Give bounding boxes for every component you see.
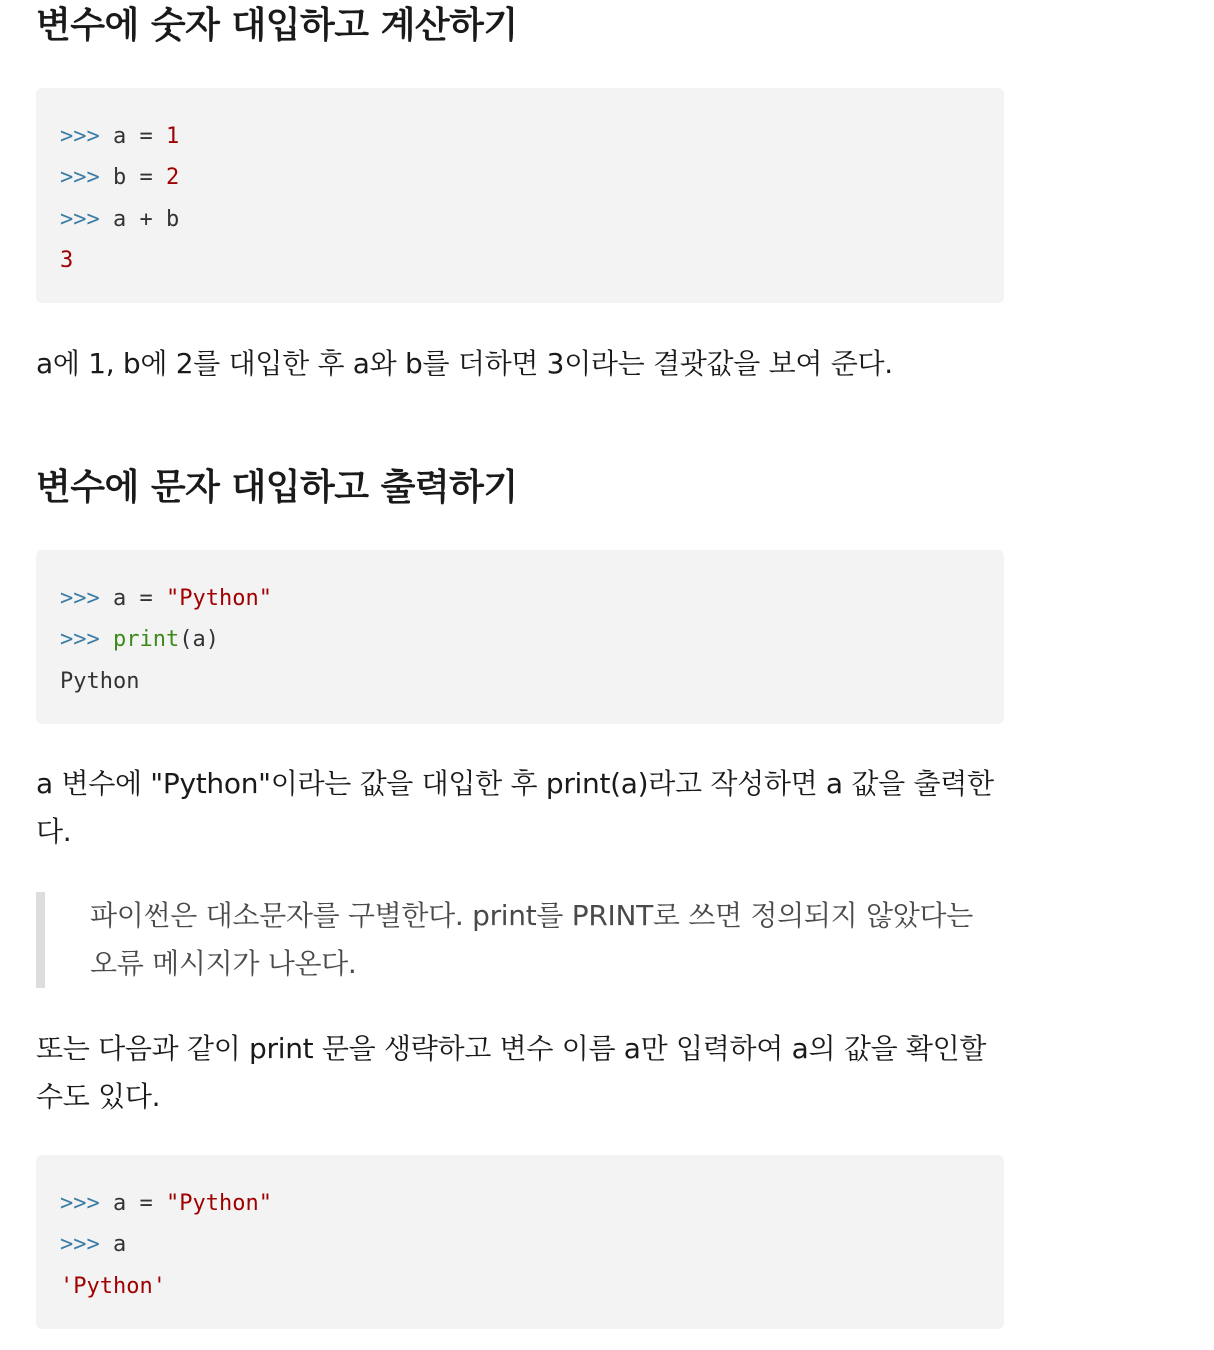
code-block-print [36,550,1004,724]
code-token: a [113,1232,127,1258]
prompt: >>> [60,206,100,232]
code-token: Python [60,668,140,694]
code-output [60,1266,980,1307]
code-token: = [139,1191,153,1216]
code-block-numbers [36,88,1004,303]
prompt: >>> [60,586,100,611]
code-block-repl-value [36,1155,1004,1329]
code-line [60,199,980,240]
code-token: = [139,586,153,611]
prompt: >>> [60,165,100,191]
paragraph-numbers: a에 1, b에 2를 대입한 후 a와 b를 더하면 3이라는 결괏값을 보여 준다. [36,347,893,380]
code-token: a [113,1191,127,1216]
code-output [60,661,980,702]
code-token: b [113,165,127,191]
code-token: = [139,165,153,191]
code-token: "Python" [166,1191,272,1216]
code-token: (a) [179,627,219,653]
code-line [60,157,980,198]
code-token: 1 [166,124,180,149]
code-line [60,578,980,619]
code-output [60,240,980,281]
code-token: print [113,627,180,653]
code-line [60,116,980,157]
paragraph-omit-print: 또는 다음과 같이 print 문을 생략하고 변수 이름 a만 입력하여 a의 값을 확인할 수도 있다. [36,1032,987,1113]
code-token: a + b [113,206,180,232]
prompt: >>> [60,1191,100,1216]
note-text: 파이썬은 대소문자를 구별한다. print를 PRINT로 쓰면 정의되지 않았다는 오류 메시지가 나온다. [90,899,973,980]
code-token: a [113,124,127,149]
prompt: >>> [60,1232,100,1258]
paragraph-print: a 변수에 "Python"이라는 값을 대입한 후 print(a)라고 작성하면 a 값을 출력한다. [36,767,994,848]
code-token: 'Python' [60,1273,166,1299]
code-line [60,619,980,660]
code-token: = [139,124,153,149]
code-token: "Python" [166,586,272,611]
code-token: a [113,586,127,611]
code-token: 3 [60,247,74,273]
section-heading-numbers: 변수에 숫자 대입하고 계산하기 [36,5,518,46]
section-heading-strings: 변수에 문자 대입하고 출력하기 [36,467,518,508]
prompt: >>> [60,124,100,149]
prompt: >>> [60,627,100,653]
note-blockquote [36,892,1004,988]
code-line [60,1183,980,1224]
code-token: 2 [166,165,180,191]
code-line [60,1224,980,1265]
